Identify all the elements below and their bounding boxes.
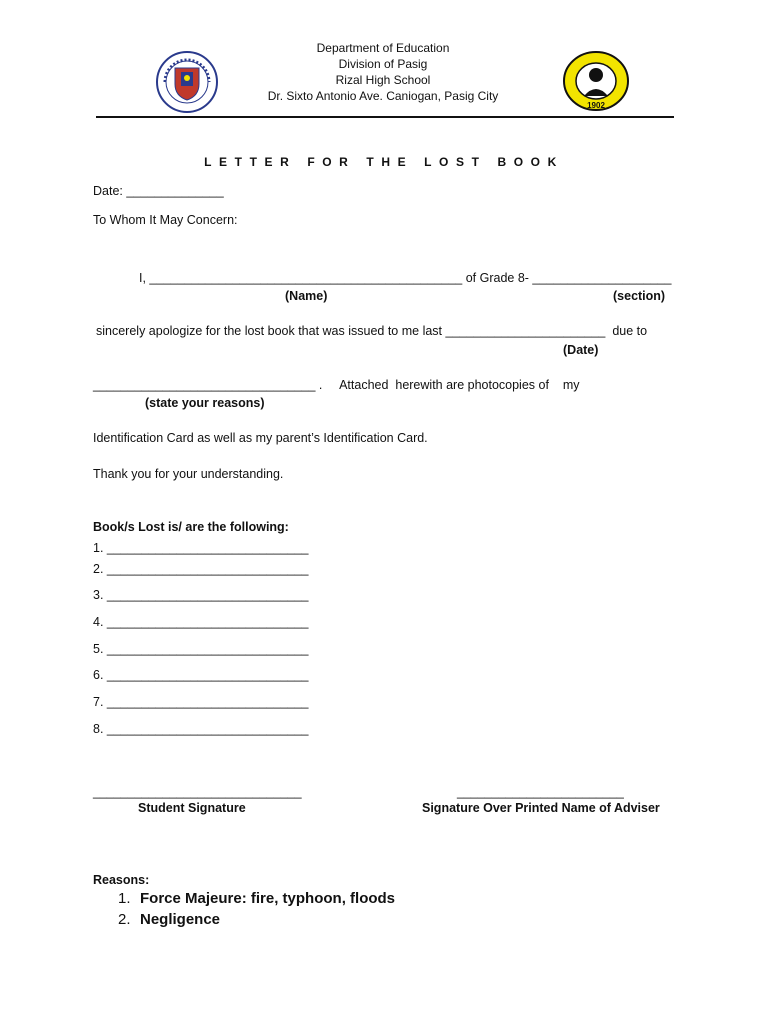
reason-item-2: Negligence — [140, 911, 221, 928]
reason-label: (state your reasons) — [145, 396, 265, 410]
header-school: Rizal High School — [335, 73, 431, 87]
date-label: (Date) — [563, 343, 599, 357]
school-header — [96, 40, 670, 104]
books-heading: Book/s Lost is/ are the following: — [93, 520, 289, 534]
reasons-line: ________________________________ . Attached herewith are photocopies of my — [93, 378, 580, 392]
section-label: (section) — [613, 289, 666, 303]
book-entry-7: 7. _____________________________ — [93, 695, 309, 709]
book-entry-1: 1. _____________________________ — [93, 541, 309, 555]
thank-you-line: Thank you for your understanding. — [93, 467, 284, 481]
book-entry-3: 3. _____________________________ — [93, 588, 309, 602]
id-card-line: Identification Card as well as my parent’s Identification Card. — [93, 431, 428, 445]
header-address: Dr. Sixto Antonio Ave. Caniogan, Pasig City — [267, 89, 499, 103]
student-signature-label: Student Signature — [138, 801, 246, 815]
book-entry-8: 8. _____________________________ — [93, 722, 309, 736]
adviser-signature-label: Signature Over Printed Name of Adviser — [422, 801, 660, 815]
header-department: Department of Education — [316, 41, 450, 55]
header-divider — [96, 116, 674, 118]
book-entry-6: 6. _____________________________ — [93, 668, 309, 682]
header-division: Division of Pasig — [338, 57, 428, 71]
book-entry-5: 5. _____________________________ — [93, 642, 309, 656]
name-grade-line: I, _____________________________________________ of Grade 8- ____________________ — [139, 271, 672, 285]
student-signature-line: ______________________________ — [93, 785, 302, 799]
letter-title: LETTER FOR THE LOST BOOK — [204, 155, 564, 169]
name-label: (Name) — [285, 289, 328, 303]
salutation: To Whom It May Concern: — [93, 213, 238, 227]
reason-number-1: 1. — [118, 890, 131, 907]
apology-line: sincerely apologize for the lost book that was issued to me last _______________________ due to — [96, 324, 648, 338]
date-field: Date: ______________ — [93, 184, 224, 198]
book-entry-2: 2. _____________________________ — [93, 562, 309, 576]
adviser-signature-line: ________________________ — [457, 785, 624, 799]
reason-item-1: Force Majeure: fire, typhoon, floods — [140, 890, 396, 907]
book-entry-4: 4. _____________________________ — [93, 615, 309, 629]
reasons-heading: Reasons: — [93, 873, 150, 887]
reason-number-2: 2. — [118, 911, 131, 928]
svg-text:1902: 1902 — [587, 101, 605, 110]
